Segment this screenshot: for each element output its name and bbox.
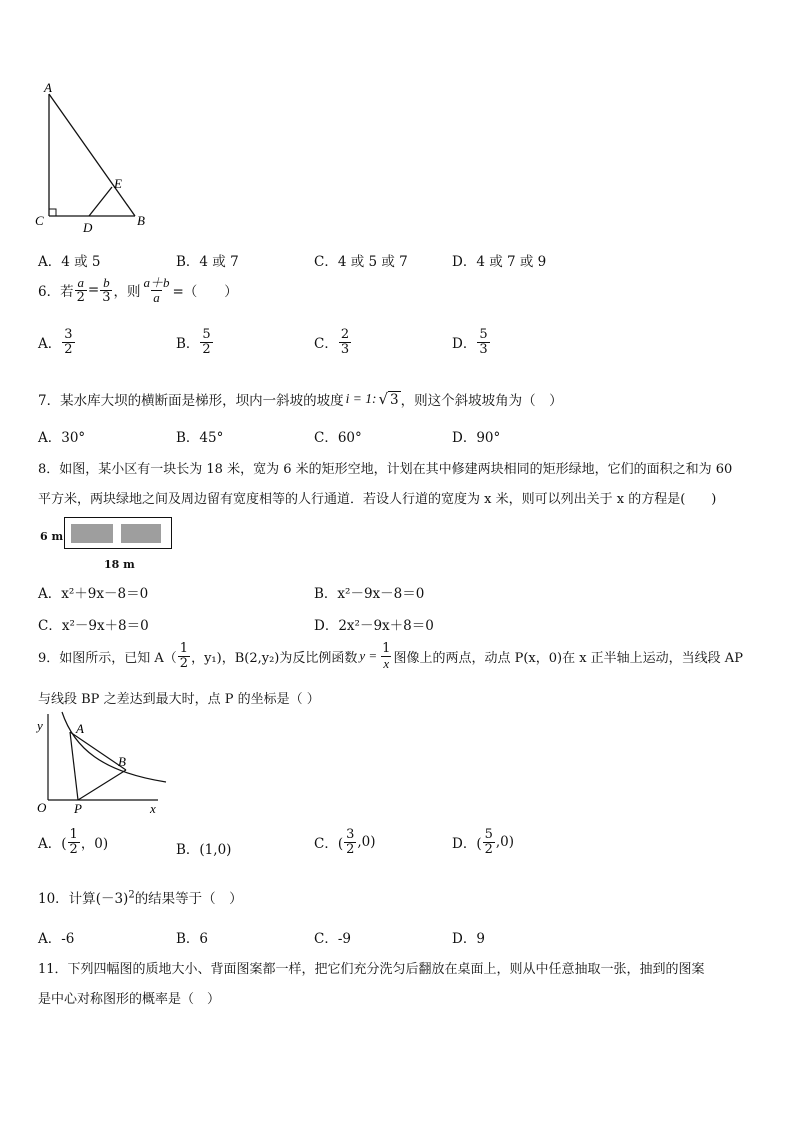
point-b-label: B xyxy=(118,754,126,769)
q7-sqrt: √ 3 xyxy=(378,390,399,408)
q8-option-c[interactable]: C．x²－9x＋8＝0 xyxy=(38,618,149,634)
q6-frac-a-2: $\frac{a}{2}$ xyxy=(76,275,85,305)
q5-option-a[interactable]: A．4 或 5 xyxy=(38,254,101,270)
q5-option-b[interactable]: B．4 或 7 xyxy=(176,254,239,270)
q7-option-d[interactable]: D．90° xyxy=(452,430,501,446)
q8-stem-line2: 平方米，两块绿地之间及周边留有宽度相等的人行通道．若设人行道的宽度为 x 米，则可以列出关于 x 的方程是( ) xyxy=(38,492,717,507)
point-p-label: P xyxy=(74,801,82,816)
q8-option-b[interactable]: B．x²－9x－8＝0 xyxy=(314,586,425,602)
axis-x-label: x xyxy=(150,801,156,816)
q6-option-a[interactable]: A． $\frac{3}{2}$ xyxy=(38,327,73,357)
q6-frac-b-3: $\frac{b}{3}$ xyxy=(102,275,111,305)
fig-width-label: 6 m xyxy=(40,530,64,543)
q9-graph xyxy=(32,710,172,818)
q10-exponent: 2 xyxy=(128,889,135,901)
q9-option-a[interactable]: A．( $\frac{1}{2}$ ，0) xyxy=(38,827,109,857)
green-plot-left xyxy=(71,524,113,543)
origin-label: O xyxy=(37,800,47,815)
point-a-label: A xyxy=(76,721,84,736)
q7-option-a[interactable]: A．30° xyxy=(38,430,86,446)
q5-option-c[interactable]: C．4 或 5 或 7 xyxy=(314,254,408,270)
q6-stem xyxy=(38,276,238,304)
triangle-figure xyxy=(30,80,160,235)
label-b: B xyxy=(137,213,145,228)
q10-expr: (－3) xyxy=(95,891,129,907)
q6-option-b[interactable]: B． $\frac{5}{2}$ xyxy=(176,327,211,357)
axis-y-label: y xyxy=(37,718,43,733)
q6-option-c[interactable]: C． $\frac{2}{3}$ xyxy=(314,327,350,357)
q11-stem-line1: 11．下列四幅图的质地大小、背面图案都一样，把它们充分洗匀后翻放在桌面上，则从中任意抽取一张，抽到的图案 xyxy=(38,962,705,977)
label-d: D xyxy=(83,220,93,235)
green-plot-right xyxy=(121,524,161,543)
q10-option-b[interactable]: B．6 xyxy=(176,931,209,947)
label-c: C xyxy=(35,213,44,228)
q10-option-c[interactable]: C．-9 xyxy=(314,931,351,947)
outer-rect xyxy=(64,517,172,549)
q7-option-b[interactable]: B．45° xyxy=(176,430,224,446)
q8-option-d[interactable]: D．2x²－9x＋8＝0 xyxy=(314,618,434,634)
q5-option-d[interactable]: D．4 或 7 或 9 xyxy=(452,254,547,270)
q6-mid: ，则 xyxy=(113,284,141,301)
q9-stem-line2: 与线段 BP 之差达到最大时，点 P 的坐标是（ ） xyxy=(38,692,320,707)
q7-slope: i = 1: xyxy=(345,391,377,406)
q9-option-d[interactable]: D．( $\frac{5}{2}$ ,0) xyxy=(452,827,515,857)
fig-length-label: 18 m xyxy=(104,558,135,571)
q8-rect-figure xyxy=(38,517,178,571)
q7-stem: 7．某水库大坝的横断面是梯形，坝内一斜坡的坡度 i = 1: √ 3 ，则这个斜坡坡角为（ ） xyxy=(38,390,563,409)
q10-option-d[interactable]: D．9 xyxy=(452,931,485,947)
q9-stem-line1: 9．如图所示，已知 A（ $\frac{1}{2}$ ，y₁)，B(2,y₂)为反比例函数 y = $\frac{1}{x}$ 图像上的两点，动点 P(x，0)在 x 正半轴上运动，当线段 AP xyxy=(38,641,743,671)
q8-stem-line1: 8．如图，某小区有一块长为 18 米，宽为 6 米的矩形空地，计划在其中修建两块相同的矩形绿地，它们的面积之和为 60 xyxy=(38,462,733,477)
q9-option-c[interactable]: C．( $\frac{3}{2}$ ,0) xyxy=(314,827,376,857)
q6-prefix: 6．若 xyxy=(38,284,74,301)
q7-option-c[interactable]: C．60° xyxy=(314,430,362,446)
label-e: E xyxy=(114,176,122,191)
q6-frac-expr: $\frac{a+b}{a}$ xyxy=(143,275,170,305)
q10-option-a[interactable]: A．-6 xyxy=(38,931,75,947)
q6-option-d[interactable]: D． $\frac{5}{3}$ xyxy=(452,327,488,357)
q8-option-a[interactable]: A．x²＋9x－8＝0 xyxy=(38,586,149,602)
label-a: A xyxy=(44,80,52,95)
q6-suffix: =（ ） xyxy=(172,284,238,301)
q11-stem-line2: 是中心对称图形的概率是（ ） xyxy=(38,992,221,1007)
q9-option-b[interactable]: B．(1,0) xyxy=(176,842,232,858)
q10-stem: 10．计算$(-3)^2$的结果等于（ ） xyxy=(38,889,243,907)
q6-equals: = xyxy=(87,282,100,299)
